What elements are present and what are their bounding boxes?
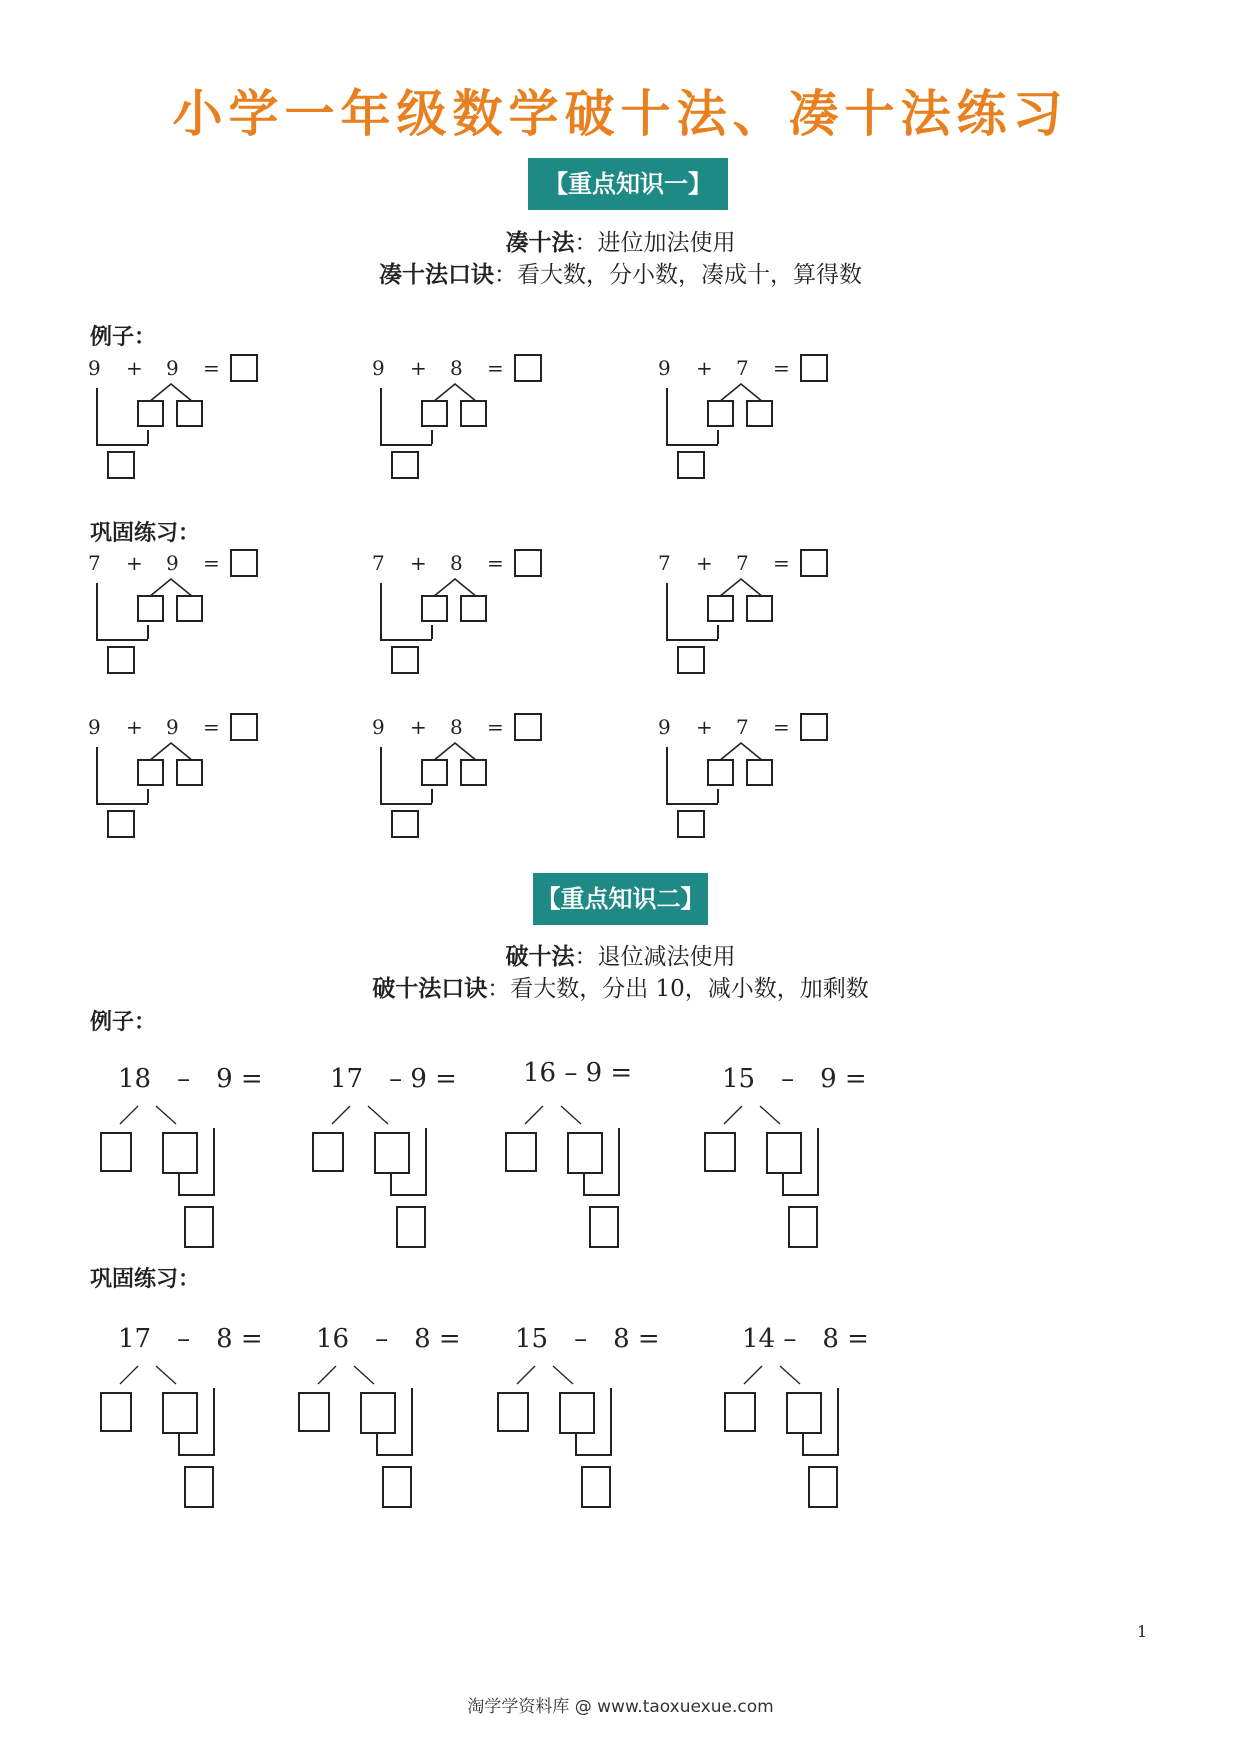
split-lines xyxy=(716,1104,796,1128)
practice-label-1: 巩固练习： xyxy=(90,521,201,546)
plus-sign: + xyxy=(410,715,427,739)
split-lines xyxy=(324,1104,404,1128)
example-label-1: 例子： xyxy=(90,325,157,350)
split-lines xyxy=(112,1104,192,1128)
bracket-tick xyxy=(431,789,433,803)
bracket-tick xyxy=(147,789,149,803)
result-box xyxy=(107,646,135,674)
bracket-right-line xyxy=(618,1128,620,1194)
result-box xyxy=(589,1206,619,1248)
bracket-bottom-line xyxy=(380,444,432,446)
addend-a: 7 xyxy=(88,551,101,575)
plus-sign: + xyxy=(410,551,427,575)
answer-box xyxy=(800,713,828,741)
bracket-right-line xyxy=(425,1128,427,1194)
plus-sign: + xyxy=(126,356,143,380)
plus-sign: + xyxy=(696,551,713,575)
split-lines xyxy=(143,577,203,597)
split-box-right xyxy=(460,400,487,427)
plus-sign: + xyxy=(696,356,713,380)
subtraction-equation: 15 – 8 = xyxy=(515,1324,660,1354)
result-box xyxy=(107,451,135,479)
addend-a: 9 xyxy=(658,715,671,739)
split-box-left xyxy=(137,595,164,622)
split-box-left xyxy=(137,400,164,427)
subtraction-equation: 15 – 9 = xyxy=(722,1064,867,1094)
answer-box xyxy=(514,713,542,741)
equals-sign: = xyxy=(773,356,790,380)
bracket-bottom-line xyxy=(782,1194,819,1196)
addend-b: 7 xyxy=(736,551,749,575)
equals-sign: = xyxy=(487,356,504,380)
minuend-tens-box xyxy=(497,1392,529,1432)
subtraction-equation: 17 – 9 = xyxy=(330,1064,457,1094)
equals-sign: = xyxy=(203,551,220,575)
split-box-right xyxy=(176,759,203,786)
equals-sign: = xyxy=(203,356,220,380)
addend-a: 7 xyxy=(372,551,385,575)
split-lines xyxy=(509,1364,589,1388)
rule-text: ：退位减法使用 xyxy=(574,944,736,970)
equals-sign: = xyxy=(203,715,220,739)
result-box xyxy=(677,810,705,838)
footer-watermark: 淘学学资料库 @ www.taoxuexue.com xyxy=(467,1697,774,1717)
equals-sign: = xyxy=(773,715,790,739)
bracket-bottom-line xyxy=(96,444,148,446)
result-box xyxy=(184,1206,214,1248)
answer-box xyxy=(230,354,258,382)
bracket-bottom-line xyxy=(575,1454,612,1456)
bracket-bottom-line xyxy=(390,1194,427,1196)
mnemonic-text: ：看大数，分出 10，减小数，加剩数 xyxy=(487,976,869,1002)
bracket-tick xyxy=(717,430,719,444)
addend-b: 7 xyxy=(736,715,749,739)
split-box-right xyxy=(176,595,203,622)
bracket-right-line xyxy=(817,1128,819,1194)
subtraction-equation: 18 – 9 = xyxy=(118,1064,263,1094)
result-box xyxy=(391,810,419,838)
minuend-tens-box xyxy=(505,1132,537,1172)
addend-b: 9 xyxy=(166,356,179,380)
bracket-tick xyxy=(376,1434,378,1454)
mnemonic-line-2 xyxy=(0,970,1241,1003)
bracket-left-line xyxy=(380,747,382,803)
bracket-right-line xyxy=(610,1388,612,1454)
split-lines xyxy=(713,382,773,402)
minuend-tens-box xyxy=(298,1392,330,1432)
addend-a: 9 xyxy=(372,356,385,380)
bracket-right-line xyxy=(213,1128,215,1194)
answer-box xyxy=(514,549,542,577)
answer-box xyxy=(800,354,828,382)
addend-b: 8 xyxy=(450,715,463,739)
minuend-ones-box xyxy=(162,1392,198,1434)
bracket-bottom-line xyxy=(376,1454,413,1456)
bracket-bottom-line xyxy=(666,444,718,446)
split-box-left xyxy=(707,400,734,427)
addend-b: 9 xyxy=(166,715,179,739)
plus-sign: + xyxy=(696,715,713,739)
minuend-ones-box xyxy=(567,1132,603,1174)
minuend-tens-box xyxy=(100,1392,132,1432)
result-box xyxy=(184,1466,214,1508)
split-box-right xyxy=(460,759,487,786)
addend-a: 7 xyxy=(658,551,671,575)
bracket-bottom-line xyxy=(178,1194,215,1196)
result-box xyxy=(396,1206,426,1248)
addend-a: 9 xyxy=(372,715,385,739)
rule-label: 凑十法 xyxy=(505,230,575,256)
bracket-tick xyxy=(575,1434,577,1454)
answer-box xyxy=(514,354,542,382)
mnemonic-line-1 xyxy=(0,256,1241,289)
split-lines xyxy=(310,1364,390,1388)
bracket-tick xyxy=(147,430,149,444)
bracket-tick xyxy=(178,1434,180,1454)
result-box xyxy=(107,810,135,838)
minuend-ones-box xyxy=(360,1392,396,1434)
rule-line-1 xyxy=(0,224,1241,257)
mnemonic-label: 破十法口诀 xyxy=(372,976,488,1002)
minuend-ones-box xyxy=(766,1132,802,1174)
minuend-ones-box xyxy=(374,1132,410,1174)
addend-b: 7 xyxy=(736,356,749,380)
split-lines xyxy=(143,382,203,402)
split-box-right xyxy=(460,595,487,622)
practice-label-2: 巩固练习： xyxy=(90,1267,201,1292)
split-lines xyxy=(713,741,773,761)
bracket-bottom-line xyxy=(666,803,718,805)
addend-b: 9 xyxy=(166,551,179,575)
rule-text: ：进位加法使用 xyxy=(574,230,736,256)
subtraction-equation: 17 – 8 = xyxy=(118,1324,263,1354)
split-box-left xyxy=(137,759,164,786)
example-label-2: 例子： xyxy=(90,1010,157,1035)
bracket-left-line xyxy=(666,747,668,803)
bracket-tick xyxy=(782,1174,784,1194)
split-lines xyxy=(713,577,773,597)
result-box xyxy=(677,451,705,479)
answer-box xyxy=(800,549,828,577)
bracket-tick xyxy=(431,625,433,639)
bracket-tick xyxy=(717,789,719,803)
bracket-bottom-line xyxy=(802,1454,839,1456)
bracket-tick xyxy=(147,625,149,639)
result-box xyxy=(808,1466,838,1508)
split-lines xyxy=(112,1364,192,1388)
bracket-tick xyxy=(431,430,433,444)
bracket-tick xyxy=(583,1174,585,1194)
section-badge-2: 【重点知识二】 xyxy=(533,873,708,925)
split-lines xyxy=(427,382,487,402)
subtraction-equation: 16 – 9 = xyxy=(523,1058,633,1088)
bracket-left-line xyxy=(666,583,668,639)
split-box-left xyxy=(707,595,734,622)
bracket-bottom-line xyxy=(380,803,432,805)
bracket-right-line xyxy=(213,1388,215,1454)
minuend-ones-box xyxy=(162,1132,198,1174)
equals-sign: = xyxy=(487,551,504,575)
minuend-tens-box xyxy=(100,1132,132,1172)
addend-a: 9 xyxy=(88,356,101,380)
split-lines xyxy=(517,1104,597,1128)
result-box xyxy=(581,1466,611,1508)
split-box-right xyxy=(746,595,773,622)
split-box-left xyxy=(421,595,448,622)
bracket-bottom-line xyxy=(96,639,148,641)
bracket-tick xyxy=(390,1174,392,1194)
minuend-tens-box xyxy=(724,1392,756,1432)
bracket-tick xyxy=(717,625,719,639)
addend-b: 8 xyxy=(450,356,463,380)
bracket-left-line xyxy=(380,583,382,639)
bracket-left-line xyxy=(96,388,98,444)
split-box-right xyxy=(746,400,773,427)
answer-box xyxy=(230,549,258,577)
minuend-ones-box xyxy=(786,1392,822,1434)
section-badge-1: 【重点知识一】 xyxy=(528,158,728,210)
mnemonic-label: 凑十法口诀 xyxy=(379,262,494,288)
bracket-left-line xyxy=(96,583,98,639)
bracket-left-line xyxy=(666,388,668,444)
subtraction-equation: 16 – 8 = xyxy=(316,1324,461,1354)
addend-a: 9 xyxy=(658,356,671,380)
split-lines xyxy=(427,577,487,597)
split-lines xyxy=(143,741,203,761)
mnemonic-text: ：看大数，分小数，凑成十，算得数 xyxy=(494,262,862,288)
plus-sign: + xyxy=(410,356,427,380)
result-box xyxy=(788,1206,818,1248)
bracket-bottom-line xyxy=(178,1454,215,1456)
bracket-right-line xyxy=(411,1388,413,1454)
plus-sign: + xyxy=(126,715,143,739)
split-box-left xyxy=(421,759,448,786)
result-box xyxy=(391,646,419,674)
page-title: 小学一年级数学破十法、凑十法练习 xyxy=(172,84,1069,143)
split-box-right xyxy=(746,759,773,786)
equals-sign: = xyxy=(773,551,790,575)
minuend-tens-box xyxy=(312,1132,344,1172)
result-box xyxy=(391,451,419,479)
equals-sign: = xyxy=(487,715,504,739)
split-box-right xyxy=(176,400,203,427)
split-box-left xyxy=(421,400,448,427)
split-box-left xyxy=(707,759,734,786)
minuend-tens-box xyxy=(704,1132,736,1172)
addend-a: 9 xyxy=(88,715,101,739)
answer-box xyxy=(230,713,258,741)
minuend-ones-box xyxy=(559,1392,595,1434)
bracket-right-line xyxy=(837,1388,839,1454)
page-number: 1 xyxy=(1137,1622,1148,1641)
bracket-left-line xyxy=(380,388,382,444)
bracket-left-line xyxy=(96,747,98,803)
result-box xyxy=(677,646,705,674)
bracket-bottom-line xyxy=(666,639,718,641)
bracket-bottom-line xyxy=(380,639,432,641)
result-box xyxy=(382,1466,412,1508)
subtraction-equation: 14 – 8 = xyxy=(742,1324,869,1354)
split-lines xyxy=(427,741,487,761)
addend-b: 8 xyxy=(450,551,463,575)
split-lines xyxy=(736,1364,816,1388)
bracket-bottom-line xyxy=(583,1194,620,1196)
rule-line-2 xyxy=(0,938,1241,971)
bracket-bottom-line xyxy=(96,803,148,805)
bracket-tick xyxy=(178,1174,180,1194)
bracket-tick xyxy=(802,1434,804,1454)
rule-label: 破十法 xyxy=(505,944,575,970)
plus-sign: + xyxy=(126,551,143,575)
